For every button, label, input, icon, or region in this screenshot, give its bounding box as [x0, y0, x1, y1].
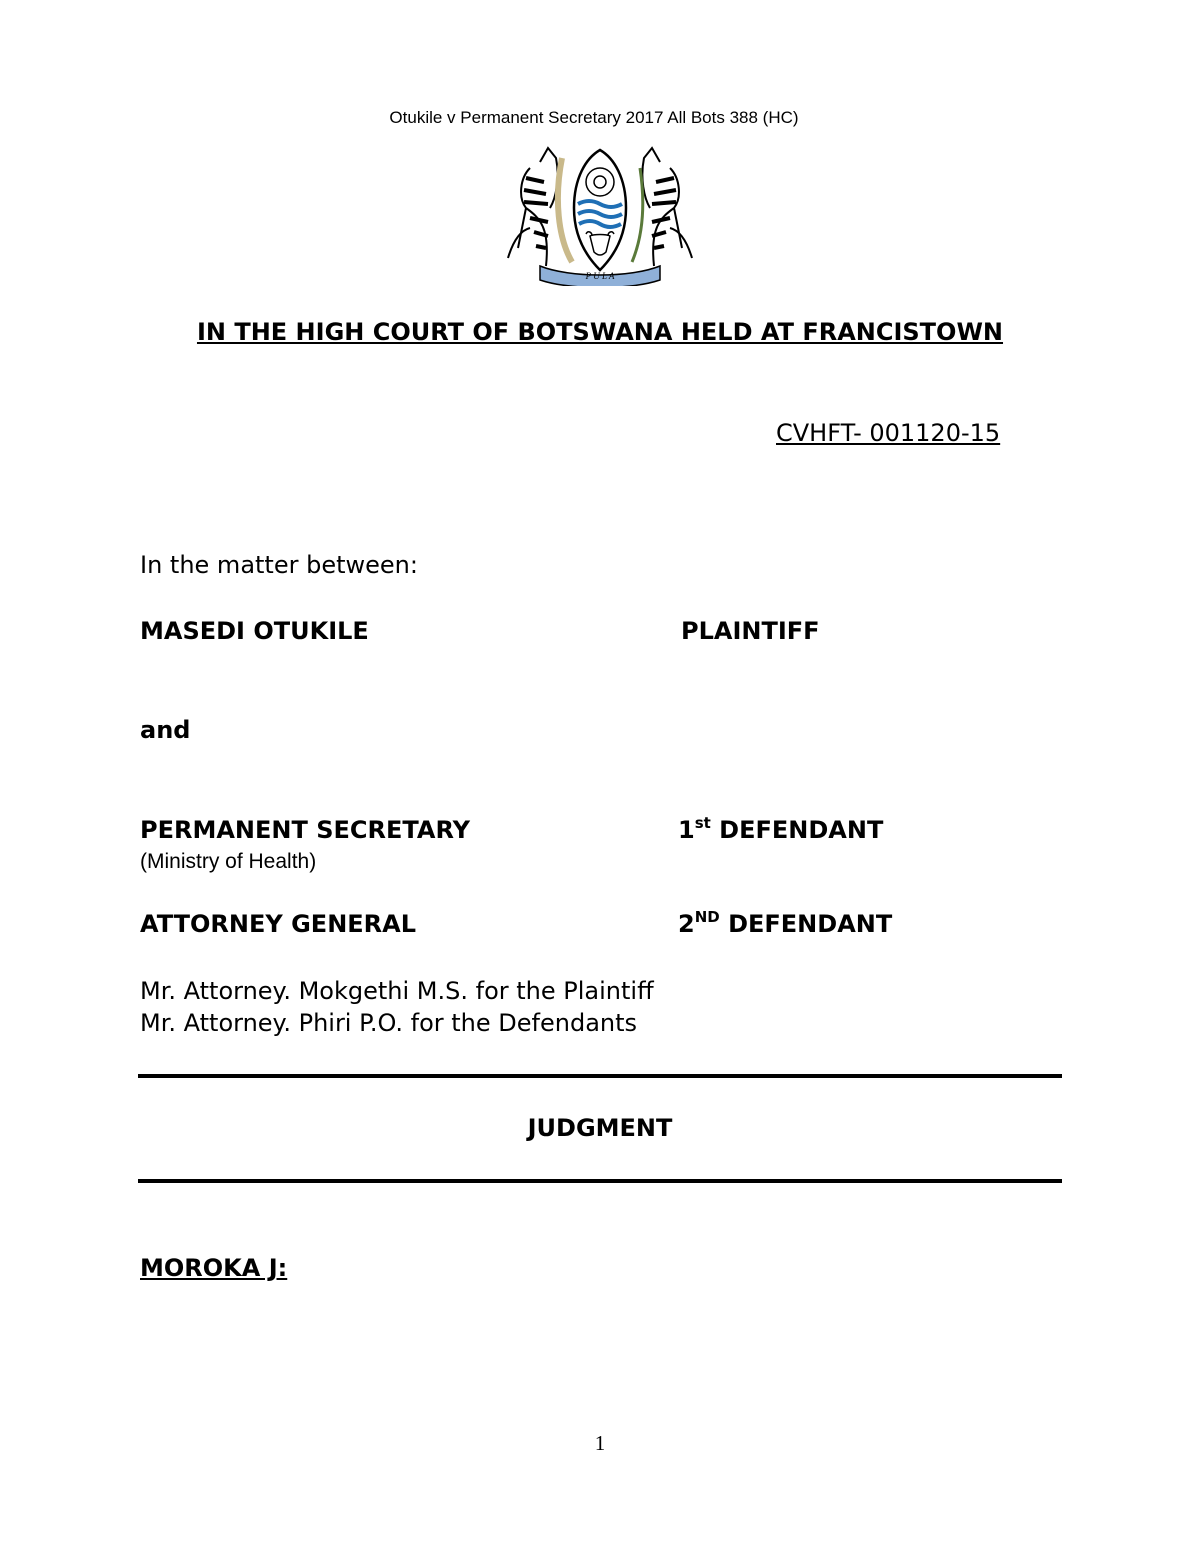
left-zebra: [508, 148, 558, 266]
defendant1-ordinal-suffix: st: [694, 814, 711, 832]
conjunction-and: and: [140, 716, 191, 744]
plaintiff-role: PLAINTIFF: [681, 617, 820, 645]
defendant2-role-line: [678, 910, 892, 938]
divider-bottom: [138, 1179, 1062, 1183]
defendant1-name: PERMANENT SECRETARY: [140, 816, 471, 844]
court-title: IN THE HIGH COURT OF BOTSWANA HELD AT FRANCISTOWN: [196, 318, 1004, 346]
motto-text: P U L A: [585, 271, 615, 281]
case-number: CVHFT- 001120-15: [776, 419, 1001, 447]
intro-line: In the matter between:: [140, 551, 418, 579]
defendant2-ordinal-suffix: ND: [694, 908, 720, 926]
botswana-coat-of-arms: [500, 138, 700, 286]
defendant2-name: ATTORNEY GENERAL: [140, 910, 417, 938]
sorghum-icon: [632, 168, 643, 262]
defendant1-ordinal: 1: [678, 816, 695, 844]
tusk-icon: [558, 158, 572, 262]
judge-name: MOROKA J:: [140, 1254, 288, 1282]
judgment-title: JUDGMENT: [527, 1114, 673, 1142]
defendant1-sub: (Ministry of Health): [140, 850, 317, 873]
defendant2-ordinal: 2: [678, 910, 695, 938]
right-zebra: [642, 148, 692, 266]
divider-top: [138, 1074, 1062, 1078]
counsel-defendants: Mr. Attorney. Phiri P.O. for the Defendants: [140, 1009, 638, 1037]
defendant1-role: DEFENDANT: [719, 816, 884, 844]
plaintiff-name: MASEDI OTUKILE: [140, 617, 369, 645]
defendant2-role: DEFENDANT: [728, 910, 893, 938]
counsel-plaintiff: Mr. Attorney. Mokgethi M.S. for the Plaintiff: [140, 977, 654, 1005]
running-header: Otukile v Permanent Secretary 2017 All Bots 388 (HC): [389, 108, 799, 127]
defendant1-role-line: [678, 816, 883, 844]
cogwheels-icon: [586, 168, 614, 196]
page-number: 1: [594, 1431, 606, 1455]
